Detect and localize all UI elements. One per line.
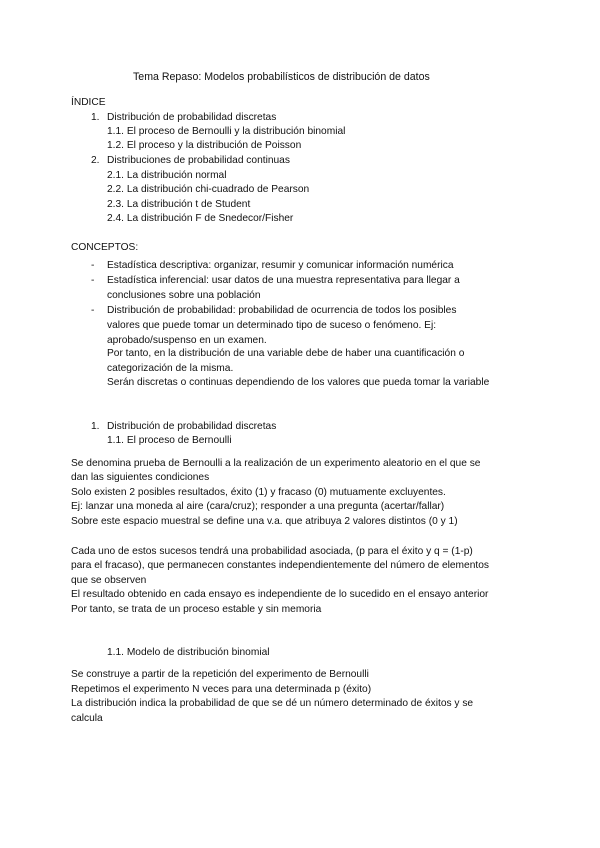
concept-line: Estadística descriptiva: organizar, resumir y comunicar información numérica [107, 260, 454, 271]
paragraph-line: Ej: lanzar una moneda al aire (cara/cruz); responder a una pregunta (acertar/fallar) [71, 501, 445, 512]
concept-line: conclusiones sobre una población [107, 290, 261, 301]
paragraph-line: Sobre este espacio muestral se define una v.a. que atribuya 2 valores distintos (0 y 1) [71, 516, 458, 527]
section-heading: Distribución de probabilidad discretas [107, 421, 277, 432]
index-subsection: 2.1. La distribución normal [107, 170, 227, 181]
concepts-heading: CONCEPTOS: [71, 242, 139, 253]
paragraph-line: Se construye a partir de la repetición del experimento de Bernoulli [71, 669, 369, 680]
paragraph-line: que se observen [71, 575, 147, 586]
bullet-dash: - [91, 305, 95, 316]
index-subsection: 1.1. El proceso de Bernoulli y la distribución binomial [107, 126, 346, 137]
concept-line: Por tanto, en la distribución de una variable debe de haber una cuantificación o [107, 348, 465, 359]
paragraph-line: para el fracaso), que permanecen constantes independientemente del número de elementos [71, 560, 489, 571]
concept-line: Serán discretas o continuas dependiendo de los valores que pueda tomar la variable [107, 377, 490, 388]
subsection-heading: 1.1. Modelo de distribución binomial [107, 647, 270, 658]
index-heading: ÍNDICE [71, 97, 106, 108]
index-section-label: Distribución de probabilidad discretas [107, 112, 277, 123]
paragraph-line: La distribución indica la probabilidad de que se dé un número determinado de éxitos y se [71, 698, 474, 709]
section-number: 1. [91, 421, 100, 432]
concept-line: aprobado/suspenso en un examen. [107, 335, 267, 346]
index-section-number: 1. [91, 112, 100, 123]
paragraph-line: Repetimos el experimento N veces para una determinada p (éxito) [71, 684, 372, 695]
page-title: Tema Repaso: Modelos probabilísticos de distribución de datos [133, 71, 430, 83]
concept-line: valores que puede tomar un determinado tipo de suceso o fenómeno. Ej: [107, 320, 437, 331]
paragraph-line: El resultado obtenido en cada ensayo es independiente de lo sucedido en el ensayo anterior [71, 589, 489, 600]
subsection-heading: 1.1. El proceso de Bernoulli [107, 435, 232, 446]
index-subsection: 2.4. La distribución F de Snedecor/Fisher [107, 213, 294, 224]
concept-line: categorización de la misma. [107, 363, 234, 374]
paragraph-line: Se denomina prueba de Bernoulli a la realización de un experimento aleatorio en el que se [71, 458, 481, 469]
paragraph-line: Por tanto, se trata de un proceso estable y sin memoria [71, 604, 322, 615]
index-subsection: 1.2. El proceso y la distribución de Poisson [107, 140, 302, 151]
paragraph-line: calcula [71, 713, 103, 724]
concept-line: Estadística inferencial: usar datos de una muestra representativa para llegar a [107, 275, 460, 286]
paragraph-line: Cada uno de estos sucesos tendrá una probabilidad asociada, (p para el éxito y q = (1-p) [71, 546, 473, 557]
bullet-dash: - [91, 260, 95, 271]
index-section-label: Distribuciones de probabilidad continuas [107, 155, 290, 166]
index-subsection: 2.2. La distribución chi-cuadrado de Pearson [107, 184, 310, 195]
bullet-dash: - [91, 275, 95, 286]
index-section-number: 2. [91, 155, 100, 166]
paragraph-line: dan las siguientes condiciones [71, 472, 210, 483]
paragraph-line: Solo existen 2 posibles resultados, éxito (1) y fracaso (0) mutuamente excluyentes. [71, 487, 446, 498]
concept-line: Distribución de probabilidad: probabilidad de ocurrencia de todos los posibles [107, 305, 457, 316]
index-subsection: 2.3. La distribución t de Student [107, 199, 251, 210]
